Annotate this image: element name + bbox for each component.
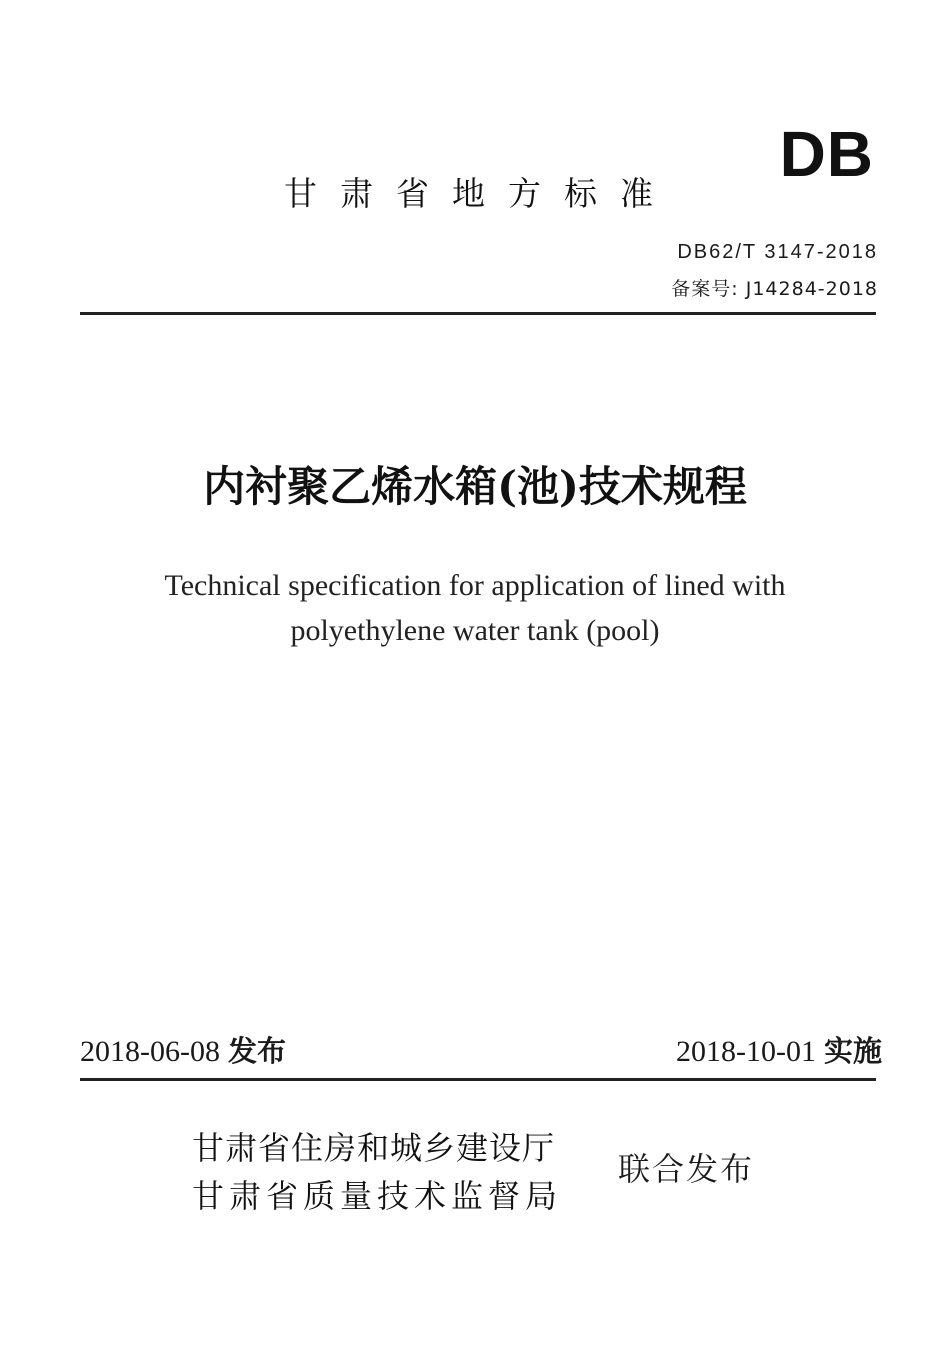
bottom-divider (80, 1078, 876, 1081)
joint-issue-label: 联合发布 (618, 1150, 755, 1188)
issue-date: 2018-06-08 (80, 1035, 220, 1068)
issuer-housing-department: 甘肃省住房和城乡建设厅 (192, 1129, 556, 1167)
title-english (0, 563, 950, 653)
implementation-date: 2018-10-01 (676, 1035, 816, 1068)
issuing-authorities (192, 1124, 562, 1220)
implementation-label: 实施 (823, 1034, 882, 1068)
standard-number: DB62/T 3147-2018 (677, 241, 878, 263)
standard-category: 甘肃省地方标准 (284, 174, 676, 213)
title-english-line-2: polyethylene water tank (pool) (290, 614, 660, 647)
db-standard-mark: DB (779, 118, 874, 190)
issue-date-block (80, 1034, 286, 1070)
implementation-date-block (676, 1034, 882, 1070)
filing-number: 备案号: J14284-2018 (671, 278, 878, 300)
title-english-line-1: Technical specification for application of lined with (164, 569, 786, 602)
top-divider (80, 312, 876, 315)
title-chinese: 内衬聚乙烯水箱(池)技术规程 (203, 462, 747, 511)
issuer-quality-bureau: 甘肃省质量技术监督局 (192, 1177, 563, 1215)
issue-label: 发布 (227, 1034, 286, 1068)
